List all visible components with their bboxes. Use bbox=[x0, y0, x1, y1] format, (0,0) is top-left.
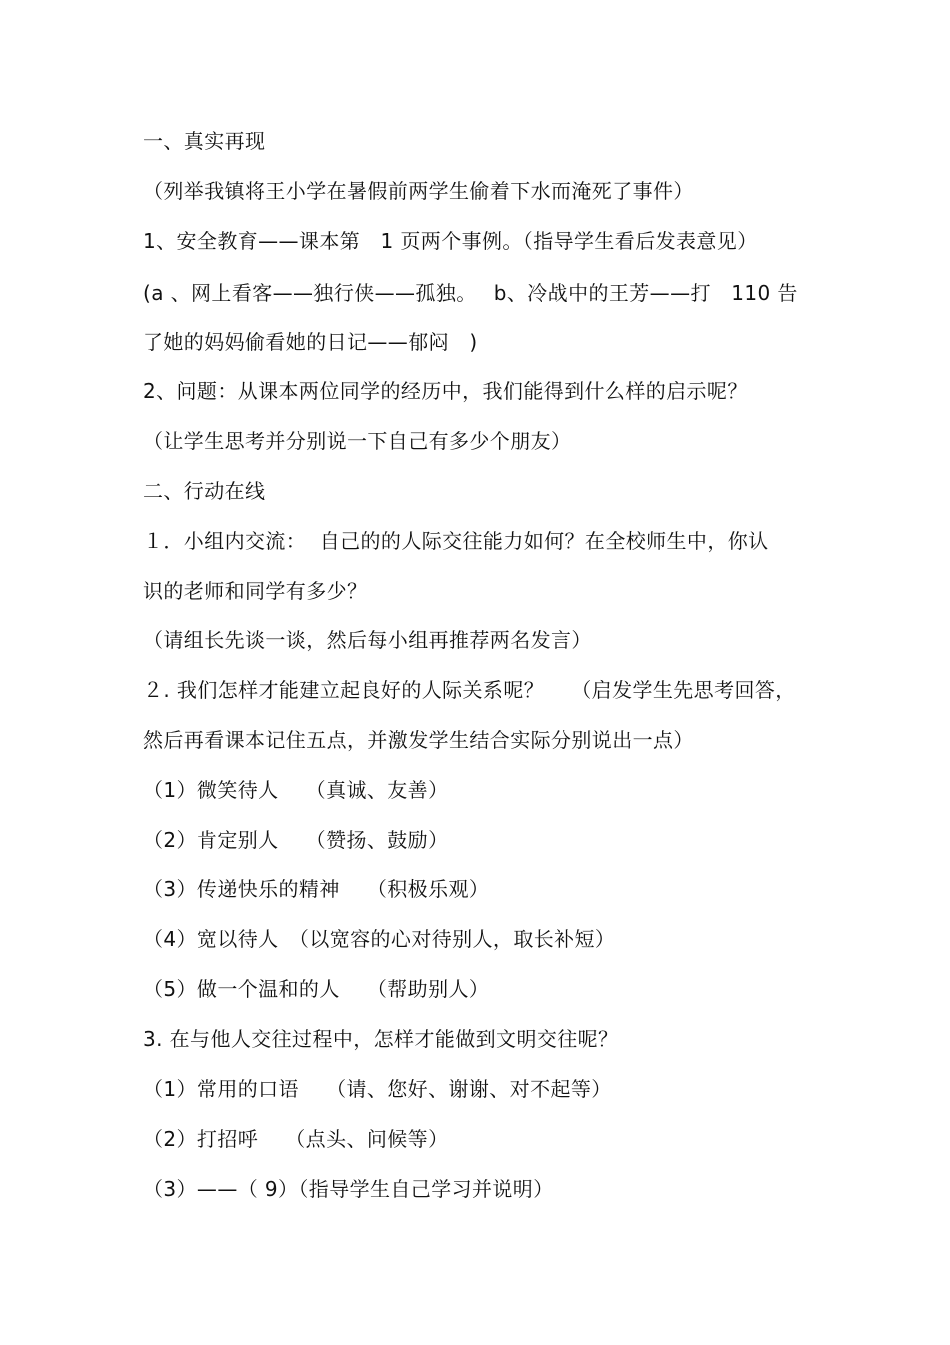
list-item: （2）打招呼 （点头、问候等） bbox=[143, 1127, 449, 1151]
text-line: 然后再看课本记住五点，并激发学生结合实际分别说出一点） bbox=[143, 728, 694, 752]
list-item: （3）——（ 9）（指导学生自己学习并说明） bbox=[143, 1177, 554, 1201]
text-line: 了她的妈妈偷看她的日记——郁闷 ) bbox=[143, 330, 478, 354]
text-line: ２. 我们怎样才能建立起良好的人际关系呢？ （启发学生先思考回答， bbox=[143, 678, 796, 702]
text-line: 识的老师和同学有多少？ bbox=[143, 579, 368, 603]
list-item: （4）宽以待人 （以宽容的心对待别人，取长补短） bbox=[143, 927, 616, 951]
text-line: (a 、网上看客——独行侠——孤独。 b、冷战中的王芳——打 110 告 bbox=[143, 281, 798, 305]
list-item: （5）做一个温和的人 （帮助别人） bbox=[143, 977, 490, 1001]
text-line: 2、问题：从课本两位同学的经历中，我们能得到什么样的启示呢？ bbox=[143, 379, 748, 403]
text-line: 1、安全教育——课本第 1 页两个事例。（指导学生看后发表意见） bbox=[143, 229, 758, 253]
text-line: （列举我镇将王小学在暑假前两学生偷着下水而淹死了事件） bbox=[143, 179, 694, 203]
text-line: （请组长先谈一谈，然后每小组再推荐两名发言） bbox=[143, 628, 592, 652]
list-item: （3）传递快乐的精神 （积极乐观） bbox=[143, 877, 490, 901]
list-item: （1）常用的口语 （请、您好、谢谢、对不起等） bbox=[143, 1077, 612, 1101]
text-line: 3. 在与他人交往过程中，怎样才能做到文明交往呢？ bbox=[143, 1027, 619, 1051]
section-heading-1: 一、真实再现 bbox=[143, 129, 266, 153]
list-item: （2）肯定别人 （赞扬、鼓励） bbox=[143, 828, 449, 852]
list-item: （1）微笑待人 （真诚、友善） bbox=[143, 778, 449, 802]
text-line: １．小组内交流： 自己的的人际交往能力如何？在全校师生中，你认 bbox=[143, 529, 769, 553]
text-line: （让学生思考并分别说一下自己有多少个朋友） bbox=[143, 429, 572, 453]
section-heading-2: 二、行动在线 bbox=[143, 479, 266, 503]
